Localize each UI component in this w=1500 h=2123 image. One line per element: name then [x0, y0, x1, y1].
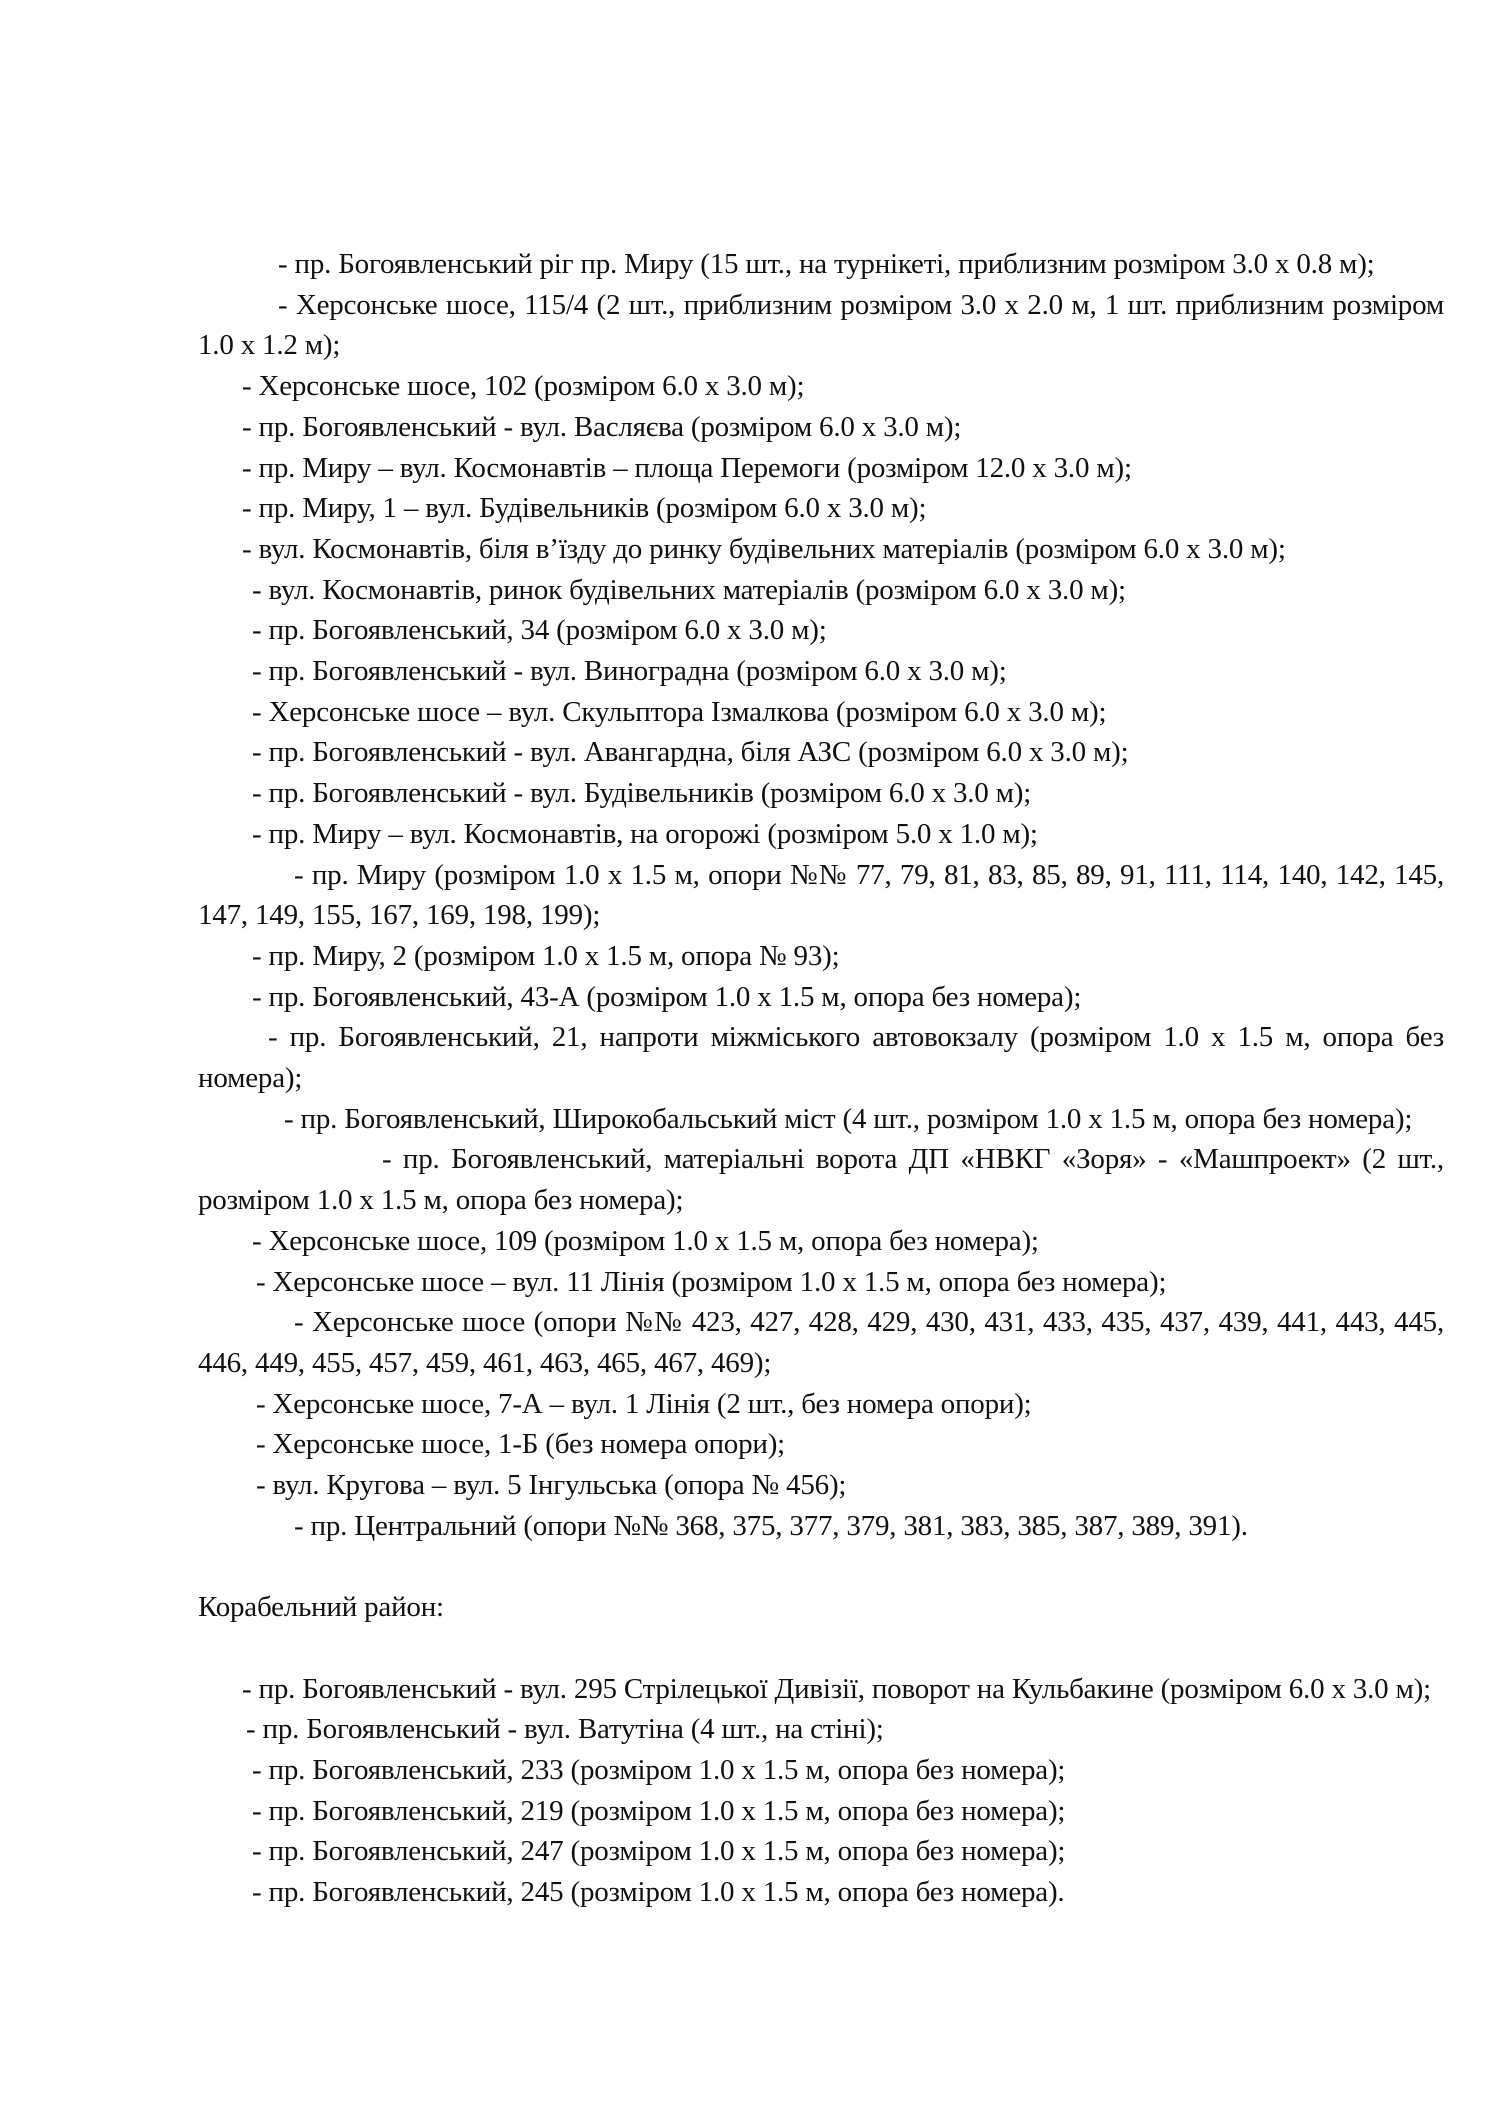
document-page — [198, 244, 1444, 1913]
list-item: - пр. Богоявленський - вул. Виноградна (розміром 6.0 х 3.0 м); — [252, 655, 1007, 688]
list-item: - пр. Богоявленський, Широкобальський міст (4 шт., розміром 1.0 х 1.5 м, опора без номера); — [284, 1102, 1413, 1135]
list-item: - пр. Миру, 1 – вул. Будівельників (розміром 6.0 х 3.0 м); — [242, 492, 927, 525]
list-item: - пр. Богоявленський, 34 (розміром 6.0 х 3.0 м); — [252, 614, 827, 647]
list-item: - пр. Богоявленський, 233 (розміром 1.0 х 1.5 м, опора без номера); — [252, 1753, 1066, 1786]
section-heading: Корабельний район: — [198, 1591, 444, 1624]
list-item: - пр. Богоявленський - вул. 295 Стрілецької Дивізії, поворот на Кульбакине (розміром 6.0 х 3.0 м); — [242, 1672, 1431, 1705]
list-item: - пр. Богоявленський, 245 (розміром 1.0 х 1.5 м, опора без номера). — [252, 1876, 1065, 1909]
list-item: - пр. Миру (розміром 1.0 х 1.5 м, опори №№ 77, 79, 81, 83, 85, 89, 91, 111, 114, 140, 142, 145, 147, 149, 155, 167, 169, 198, 199); — [198, 858, 1444, 932]
list-item: - Херсонське шосе – вул. 11 Лінія (розміром 1.0 х 1.5 м, опора без номера); — [256, 1265, 1167, 1298]
list-item: - вул. Космонавтів, біля в’їзду до ринку будівельних матеріалів (розміром 6.0 х 3.0 м); — [242, 532, 1286, 565]
list-item: - пр. Богоявленський, 21, напроти міжміського автовокзалу (розміром 1.0 х 1.5 м, опора без номера); — [198, 1021, 1444, 1095]
spacer — [198, 1547, 1444, 1588]
list-item: - пр. Миру – вул. Космонавтів, на огорожі (розміром 5.0 х 1.0 м); — [252, 817, 1038, 850]
list-item: - Херсонське шосе, 115/4 (2 шт., приблизним розміром 3.0 х 2.0 м, 1 шт. приблизним розміром 1.0 х 1.2 м); — [198, 288, 1444, 362]
list-item: - пр. Богоявленський - вул. Будівельників (розміром 6.0 х 3.0 м); — [252, 777, 1032, 810]
list-item: - вул. Космонавтів, ринок будівельних матеріалів (розміром 6.0 х 3.0 м); — [252, 573, 1126, 606]
list-item: - пр. Богоявленський, 247 (розміром 1.0 х 1.5 м, опора без номера); — [252, 1835, 1066, 1868]
list-item: - Херсонське шосе – вул. Скульптора Ізмалкова (розміром 6.0 х 3.0 м); — [252, 695, 1107, 728]
list-item: - пр. Богоявленський, 219 (розміром 1.0 х 1.5 м, опора без номера); — [252, 1794, 1066, 1827]
list-item: - Херсонське шосе, 1-Б (без номера опори); — [256, 1428, 786, 1461]
list-item: - пр. Миру – вул. Космонавтів – площа Перемоги (розміром 12.0 х 3.0 м); — [242, 451, 1132, 484]
list-item: - Херсонське шосе, 109 (розміром 1.0 х 1.5 м, опора без номера); — [252, 1224, 1039, 1257]
list-item: - пр. Богоявленський ріг пр. Миру (15 шт., на турнікеті, приблизним розміром 3.0 х 0.8 м); — [278, 248, 1375, 280]
list-item: - пр. Центральний (опори №№ 368, 375, 377, 379, 381, 383, 385, 387, 389, 391). — [294, 1509, 1248, 1542]
list-item: - пр. Богоявленський, 43-А (розміром 1.0 х 1.5 м, опора без номера); — [252, 980, 1082, 1013]
list-item: - пр. Богоявленський, матеріальні ворота ДП «НВКГ «Зоря» - «Машпроект» (2 шт., розміром 1.0 х 1.5 м, опора без номера); — [198, 1143, 1444, 1217]
list-item: - пр. Богоявленський - вул. Авангардна, біля АЗС (розміром 6.0 х 3.0 м); — [252, 736, 1129, 769]
list-item: - пр. Богоявленський - вул. Васляєва (розміром 6.0 х 3.0 м); — [242, 410, 962, 443]
list-item: - пр. Миру, 2 (розміром 1.0 х 1.5 м, опора № 93); — [252, 939, 840, 972]
list-item: - пр. Богоявленський - вул. Ватутіна (4 шт., на стіні); — [246, 1713, 884, 1746]
list-item: - Херсонське шосе, 7-А – вул. 1 Лінія (2 шт., без номера опори); — [256, 1387, 1032, 1420]
list-item: - Херсонське шосе, 102 (розміром 6.0 х 3.0 м); — [242, 370, 805, 403]
list-item: - Херсонське шосе (опори №№ 423, 427, 428, 429, 430, 431, 433, 435, 437, 439, 441, 443, 445, 446, 449, 455, 457, 459, 461, 463, 465, 467, 469); — [198, 1306, 1444, 1379]
spacer — [198, 1628, 1444, 1669]
list-item: - вул. Кругова – вул. 5 Інгульська (опора № 456); — [256, 1469, 847, 1502]
